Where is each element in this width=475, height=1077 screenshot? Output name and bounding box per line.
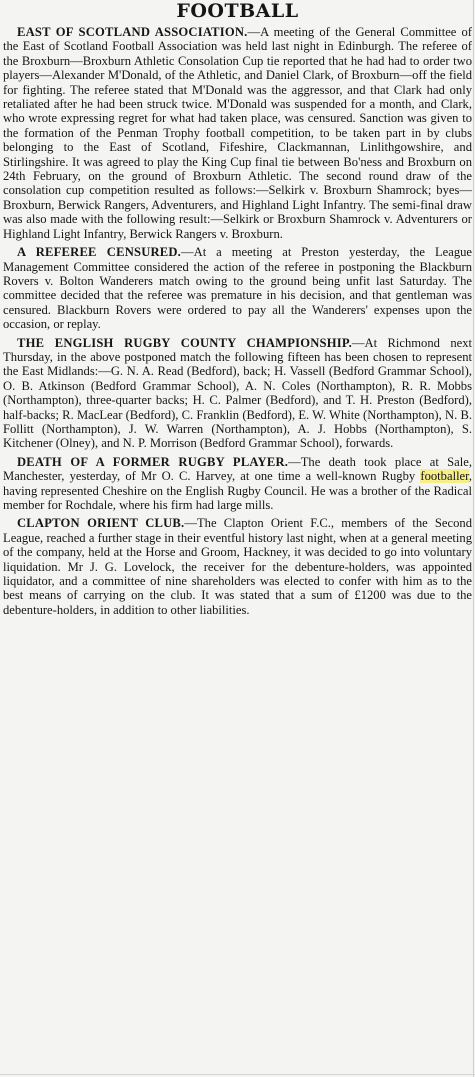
article-body-continued: , having represented Cheshire on the English Rugby Council. He was a brother of the Radical member for Rochdale, where his firm had large mills. (3, 469, 472, 512)
article-lead: A REFEREE CENSURED. (17, 245, 182, 260)
article-column (3, 0, 472, 621)
article-lead: EAST OF SCOTLAND ASSOCIATION. (17, 25, 248, 39)
article-lead: CLAPTON ORIENT CLUB. (17, 516, 185, 531)
right-edge-rule (473, 0, 474, 1077)
article-body: —The death took place at Sale, Manchester, yesterday, of Mr O. C. Harvey, at one time a well-known Rugby (3, 454, 473, 484)
article-death-of-rugby-player (3, 455, 472, 513)
article-body: —A meeting of the General Committee of the East of Scotland Football Association was held last night in Edinburgh. The referee of the Broxburn—Broxburn Athletic Consolation Cup tie reported that he had had to order two players—Alexander M'Donald, of the Athletic, and Daniel Clark, of Broxburn—off the field for fighting. The referee stated that M'Donald was the aggressor, and that Clark had only retaliated after he had been struck twice. M'Donald was suspended for a month, and Clark, who wrote expressing regret for what had taken place, was censured. Sanction was given to the formation of the Penman Trophy football competition, to be taken part in by clubs belonging to the East of Scotland, Fifeshire, Clackmannan, Linlithgowshire, and Stirlingshire. It was agreed to play the King Cup final tie between Bo'ness and Broxburn on 24th February, on the ground of Broxburn Athletic. The second round draw of the consolation cup competition resulted as follows:—Selkirk v. Broxburn Shamrock; byes—Broxburn, Berwick Rangers, Adventurers, and Highland Light Infantry. The semi-final draw was also made with the following result:—Selkirk or Broxburn Shamrock v. Adventurers or Highland Light Infantry, Berwick Rangers v. Broxburn. (3, 25, 472, 241)
article-body: —At Richmond next Thursday, in the above postponed match the following fifteen has been chosen to represent the East Midlands:—G. N. A. Read (Bedford), back; H. Vassell (Bedford Grammar School), O. B. Atkinson (Bedford Grammar School), A. N. Coles (Northampton), R. R. Mobbs (Northampton), three-quarter backs; H. C. Palmer (Bedford), and T. H. Preston (Bedford), half-backs; R. MacLear (Bedford), C. Franklin (Bedford), E. W. White (Northampton), N. B. Follitt (Northampton), J. W. Warren (Northampton), A. J. Hobbs (Northampton), S. Kitchener (Olney), and N. P. Morrison (Bedford Grammar School), forwards. (3, 335, 472, 451)
article-body: —At a meeting at Preston yesterday, the League Management Committee considered the action of the referee in postponing the Blackburn Rovers v. Bolton Wanderers match owing to the ground being unfit last Saturday. The committee decided that the referee was premature in his decision, and that gentleman was censured. Blackburn Rovers were ordered to pay all the Wanderers' expenses upon the occasion, or replay. (3, 245, 472, 332)
article-lead: THE ENGLISH RUGBY COUNTY CHAMPIONSHIP. (17, 335, 352, 350)
bottom-edge-rule (0, 1074, 475, 1075)
article-lead: DEATH OF A FORMER RUGBY PLAYER. (17, 454, 289, 469)
highlighted-word: footballer (420, 469, 469, 484)
article-clapton-orient-club (3, 516, 472, 617)
page-headline: FOOTBALL (176, 0, 299, 22)
article-body: —The Clapton Orient F.C., members of the Second League, reached a further stage in their eventful history last night, when at a general meeting of the company, held at the Horse and Groom, Hackney, it was decided to go into voluntary liquidation. Mr J. G. Lovelock, the receiver for the debenture-holders, was appointed liquidator, and a committee of nine shareholders was elected to confer with him as to the best means of carrying on the club. It was stated that a sum of £1200 was due to the debenture-holders, in addition to other liabilities. (3, 516, 472, 617)
article-referee-censured (3, 245, 472, 331)
article-rugby-county-championship (3, 336, 472, 451)
article-east-of-scotland-association (3, 25, 472, 241)
